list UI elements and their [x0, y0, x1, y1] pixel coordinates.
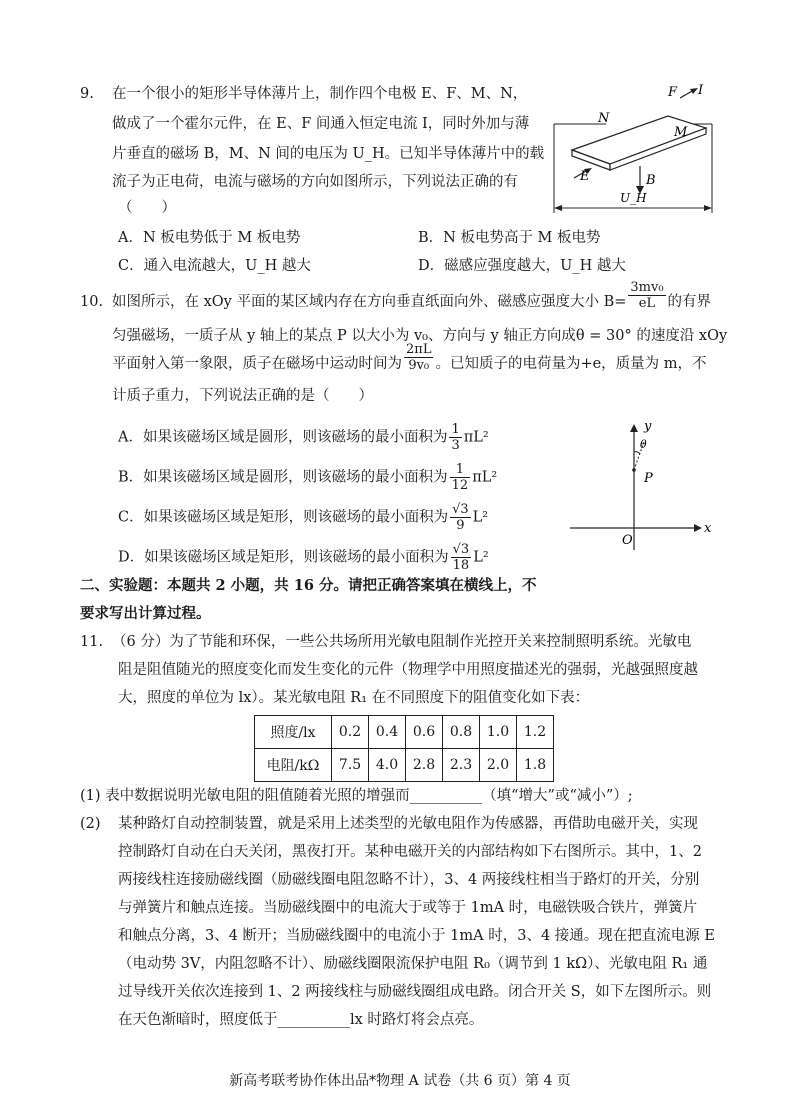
table-cell: 1.2 — [517, 716, 554, 749]
q10-option-d-den: 18 — [452, 558, 470, 573]
q11-sub2-line-6: （电动势 3V，内阻忽略不计）、励磁线圈限流保护电阻 R₀（调节到 1 kΩ）、光敏电阻 R₁ 通 — [118, 956, 708, 972]
q10-option-c-fraction — [450, 502, 471, 533]
q10-option-c-unit: L² — [472, 509, 489, 526]
theta-label: θ — [640, 438, 647, 451]
q10-option-b-fraction — [450, 462, 471, 493]
q10-number: 10. — [80, 294, 104, 310]
label-m: M — [674, 125, 688, 140]
q9-line-3: 片垂直的磁场 B，M、N 间的电压为 U_H。已知半导体薄片中的载 — [112, 146, 545, 162]
table-cell: 7.5 — [332, 749, 369, 782]
xoy-figure — [560, 420, 720, 560]
q10-line-2: 匀强磁场，一质子从 y 轴上的某点 P 以大小为 v₀、方向与 y 轴正方向成θ = 30° 的速度沿 xOy — [112, 328, 728, 344]
label-e: E — [580, 169, 590, 184]
section2-heading-line-2: 要求写出计算过程。 — [80, 605, 211, 622]
q10-option-c — [118, 502, 488, 533]
axis-y-label: y — [644, 420, 652, 434]
illuminance-resistance-table — [254, 715, 554, 782]
b-fraction — [628, 280, 665, 311]
table-cell: 0.2 — [332, 716, 369, 749]
label-b: B — [646, 173, 656, 188]
table-row-resistance — [255, 749, 554, 782]
axis-x-label: x — [704, 521, 712, 536]
q10-option-b-text: B．如果该磁场区域是圆形，则该磁场的最小面积为 — [118, 469, 448, 486]
q10-option-d-text: D．如果该磁场区域是矩形，则该磁场的最小面积为 — [118, 549, 449, 566]
t-fraction — [404, 342, 433, 373]
table-cell: 4.0 — [369, 749, 406, 782]
q9-option-d: D．磁感应强度越大，U_H 越大 — [418, 258, 626, 274]
page-footer: 新高考联考协作体出品*物理 A 试卷（共 6 页）第 4 页 — [229, 1073, 571, 1089]
q9-line-1: 在一个很小的矩形半导体薄片上，制作四个电极 E、F、M、N， — [112, 86, 528, 102]
label-i: I — [698, 83, 704, 98]
q10-option-b-num: 1 — [450, 462, 471, 478]
q10-option-d-unit: L² — [473, 549, 489, 566]
q10-line-1 — [112, 279, 712, 312]
t-denominator: 9v₀ — [408, 357, 430, 373]
table-header-illuminance: 照度/lx — [255, 716, 332, 749]
q11-sub2-line-3: 两接线柱连接励磁线圈（励磁线圈电阻忽略不计），3、4 两接线柱相当于路灯的开关，分别 — [118, 872, 700, 888]
q10-option-a-num: 1 — [451, 422, 460, 437]
table-cell: 0.8 — [443, 716, 480, 749]
q9-line-5: （ ） — [118, 200, 176, 216]
q11-sub2-label: (2) — [80, 816, 101, 832]
hall-element-figure — [548, 78, 720, 220]
table-cell: 1.0 — [480, 716, 517, 749]
table-cell: 2.8 — [406, 749, 443, 782]
b-numerator: 3mv₀ — [630, 279, 664, 295]
q11-line-2: 阻是阻值随光的照度变化而发生变化的元件（物理学中用照度描述光的强弱，光越强照度越 — [118, 662, 698, 678]
q11-sub2-line-8: 在天色渐暗时，照度低于__________lx 时路灯将会点亮。 — [118, 1012, 484, 1028]
q9-option-a: A．N 板电势低于 M 板电势 — [118, 230, 301, 246]
q11-line-1: （6 分）为了节能和环保，一些公共场所用光敏电阻制作光控开关来控制照明系统。光敏电 — [112, 634, 692, 650]
q11-number: 11. — [80, 634, 104, 650]
q10-line-1b: 的有界 — [667, 294, 712, 310]
origin-label: O — [622, 533, 633, 548]
table-cell: 1.8 — [517, 749, 554, 782]
label-uh: U_H — [620, 191, 647, 205]
section2-heading-line-1: 二、实验题：本题共 2 小题，共 16 分。请把正确答案填在横线上，不 — [80, 577, 537, 594]
q9-option-b: B．N 板电势高于 M 板电势 — [418, 230, 601, 246]
q10-option-a-fraction — [449, 422, 461, 453]
b-denominator: eL — [638, 295, 656, 311]
q9-option-c: C．通入电流越大，U_H 越大 — [118, 258, 311, 274]
table-cell: 0.4 — [369, 716, 406, 749]
q10-option-a-den: 3 — [451, 438, 460, 453]
table-row-illuminance — [255, 716, 554, 749]
q10-option-d-num: √3 — [452, 542, 470, 557]
table-header-resistance: 电阻/kΩ — [255, 749, 332, 782]
label-n: N — [598, 111, 610, 126]
q10-line-1a: 如图所示，在 xOy 平面的某区域内存在方向垂直纸面向外、磁感应强度大小 B= — [112, 294, 627, 310]
table-cell: 2.3 — [443, 749, 480, 782]
q10-option-b-unit: πL² — [472, 469, 498, 486]
q10-option-c-text: C．如果该磁场区域是矩形，则该磁场的最小面积为 — [118, 509, 449, 526]
q10-option-d-fraction — [451, 542, 472, 573]
q10-option-a-unit: πL² — [463, 429, 489, 446]
q11-sub2-line-4: 与弹簧片和触点连接。当励磁线圈中的电流大于或等于 1mA 时，电磁铁吸合铁片，弹簧片 — [118, 900, 698, 916]
q9-line-2: 做成了一个霍尔元件，在 E、F 间通入恒定电流 I，同时外加与薄 — [112, 116, 530, 132]
q9-line-4: 流子为正电荷，电流与磁场的方向如图所示，下列说法正确的有 — [112, 174, 518, 190]
q11-sub2-line-2: 控制路灯自动在白天关闭，黑夜打开。某种电磁开关的内部结构如下右图所示。其中，1、2 — [118, 844, 702, 860]
q9-number: 9. — [80, 86, 94, 102]
q11-sub1: (1) 表中数据说明光敏电阻的阻值随着光照的增强而__________（填“增大”或“减小”）; — [80, 788, 633, 804]
q10-option-c-den: 9 — [456, 518, 465, 533]
q10-option-d — [118, 542, 489, 573]
q11-sub2-line-5: 和触点分离，3、4 断开；当励磁线圈中的电流小于 1mA 时，3、4 接通。现在把直流电源 E — [118, 928, 715, 944]
q10-line-4: 计质子重力，下列说法正确的是（ ） — [112, 388, 373, 404]
q10-option-c-num: √3 — [452, 502, 469, 517]
q11-sub2-line-1: 某种路灯自动控制装置，就是采用上述类型的光敏电阻作为传感器，再借助电磁开关，实现 — [118, 816, 698, 832]
label-f: F — [668, 85, 678, 100]
q10-option-b-den: 12 — [451, 478, 469, 493]
q10-option-a — [118, 422, 489, 453]
q11-line-3: 大，照度的单位为 lx）。某光敏电阻 R₁ 在不同照度下的阻值变化如下表： — [118, 690, 590, 706]
point-p-label: P — [644, 471, 653, 486]
q10-line-3a: 平面射入第一象限，质子在磁场中运动时间为 — [112, 356, 402, 372]
q11-sub2-line-7: 过导线开关依次连接到 1、2 两接线柱与励磁线圈组成电路。闭合开关 S，如下左图所示。则 — [118, 984, 712, 1000]
q10-option-b — [118, 462, 497, 493]
q10-line-3b: 。已知质子的电荷量为+e，质量为 m，不 — [435, 356, 707, 372]
t-numerator: 2πL — [406, 341, 432, 357]
table-cell: 0.6 — [406, 716, 443, 749]
table-cell: 2.0 — [480, 749, 517, 782]
q10-option-a-text: A．如果该磁场区域是圆形，则该磁场的最小面积为 — [118, 429, 448, 446]
